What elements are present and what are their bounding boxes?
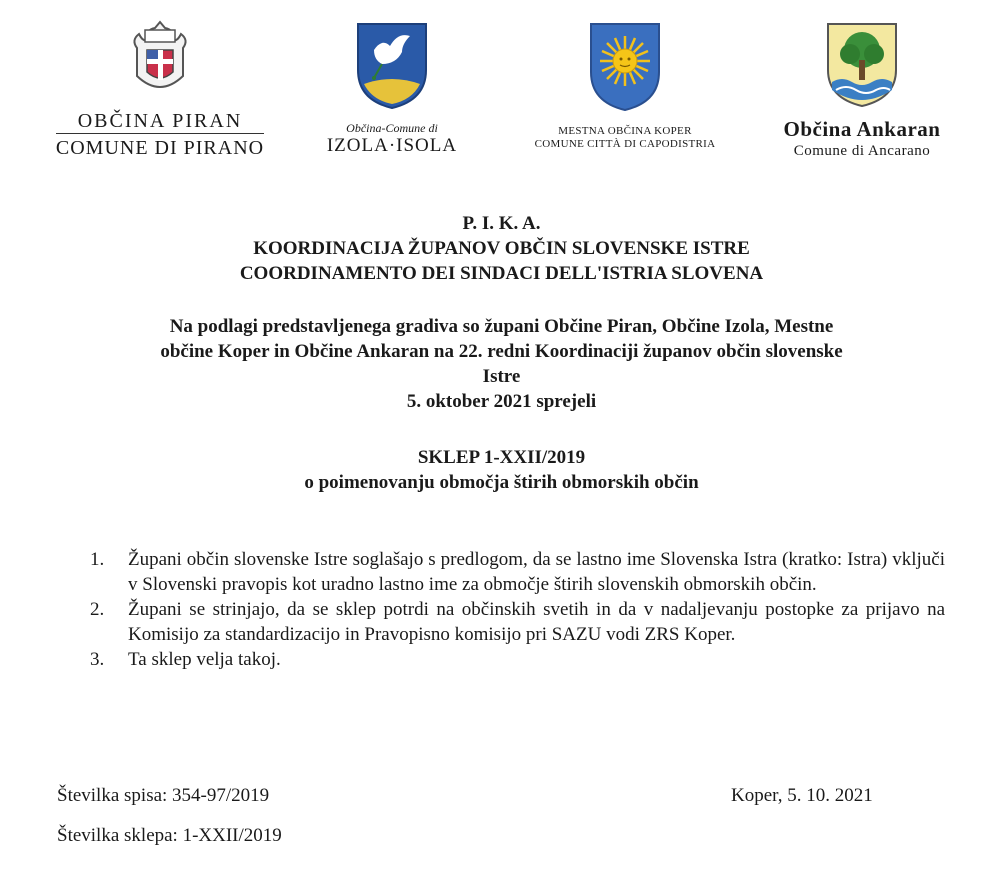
intro-line-2: občine Koper in Občine Ankaran na 22. redni Koordinaciji županov občin slovenske <box>160 341 843 362</box>
koper-name-slovene: MESTNA OBČINA KOPER <box>558 125 692 137</box>
intro-date: 5. oktober 2021 sprejeli <box>406 391 597 412</box>
ankaran-name-italian: Comune di Ancarano <box>793 143 931 160</box>
intro-line-1: Na podlagi predstavljenega gradiva so župani Občine Piran, Občine Izola, Mestne <box>169 316 834 337</box>
list-item-number: 2. <box>90 599 105 620</box>
ankaran-name-slovene: Občina Ankaran <box>783 117 941 141</box>
org-acronym: P. I. K. A. <box>462 213 541 234</box>
intro-line-3: Istre <box>482 366 521 387</box>
list-item <box>90 647 945 672</box>
file-number: Številka spisa: 354-97/2019 <box>57 785 270 806</box>
intro-paragraph <box>60 314 943 414</box>
izola-dove-coat-of-arms-icon <box>352 20 432 110</box>
list-item-text: Župani se strinjajo, da se sklep potrdi na občinskih svetih in da v nadaljevanju postopke za prijavo na Komisijo za standardizacijo in Pravopisno komisijo pri SAZU vodi ZRS Koper. <box>128 599 945 645</box>
org-name-italian: COORDINAMENTO DEI SINDACI DELL'ISTRIA SLOVENA <box>239 263 764 284</box>
resolution-title: SKLEP 1-XXII/2019 <box>417 447 586 468</box>
place-date: Koper, 5. 10. 2021 <box>731 785 873 806</box>
resolution-items <box>90 547 945 672</box>
logo-koper <box>530 20 720 151</box>
piran-name-slovene: OBČINA PIRAN <box>77 110 243 132</box>
koper-name-italian: COMUNE CITTÀ DI CAPODISTRIA <box>534 138 716 151</box>
izola-prefix: Občina-Comune di <box>346 121 438 135</box>
piran-coat-of-arms-icon <box>125 20 195 100</box>
list-item-text: Župani občin slovenske Istre soglašajo s predlogom, da se lastno ime Slovenska Istra (kratko: Istra) vključi v Slovenski pravopis kot uradno lastno ime za območje štirih slovenskih obmorskih občin. <box>128 549 945 595</box>
list-item-text: Ta sklep velja takoj. <box>128 649 281 670</box>
ankaran-tree-coat-of-arms-icon <box>824 20 900 108</box>
list-item-number: 3. <box>90 649 105 670</box>
izola-name: IZOLA·ISOLA <box>326 135 458 157</box>
piran-name-italian: COMUNE DI PIRANO <box>56 133 264 160</box>
org-name-slovene: KOORDINACIJA ŽUPANOV OBČIN SLOVENSKE ISTRE <box>253 238 750 259</box>
resolution-subtitle: o poimenovanju območja štirih obmorskih občin <box>304 472 699 493</box>
list-item <box>90 597 945 647</box>
decision-number: Številka sklepa: 1-XXII/2019 <box>57 825 282 846</box>
list-item-number: 1. <box>90 549 105 570</box>
list-item <box>90 547 945 597</box>
logo-izola <box>322 20 462 158</box>
koper-sun-coat-of-arms-icon <box>585 20 665 112</box>
logo-ankaran <box>772 20 952 160</box>
logo-piran <box>40 20 280 160</box>
